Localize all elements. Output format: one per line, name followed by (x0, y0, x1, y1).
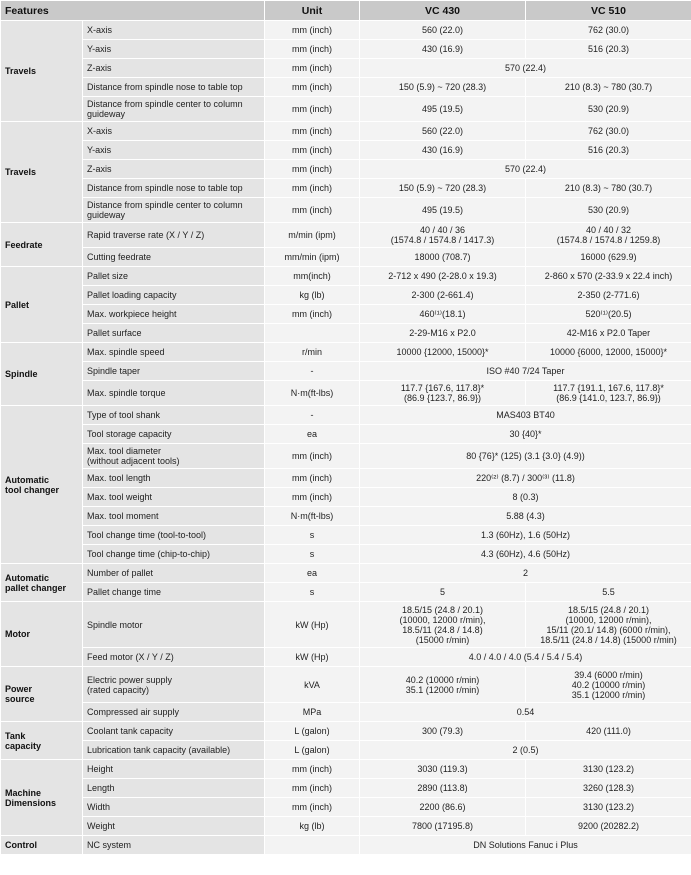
table-row (1, 406, 691, 425)
table-row (1, 223, 691, 248)
unit-cell: m/min (ipm) (265, 223, 360, 248)
category-cell: Feedrate (1, 223, 83, 267)
feature-cell: Tool storage capacity (83, 425, 265, 444)
category-cell: Travels (1, 122, 83, 223)
table-row (1, 507, 691, 526)
value-cell-vc510: 762 (30.0) (526, 21, 691, 40)
value-cell-vc430: 430 (16.9) (360, 141, 526, 160)
table-row (1, 722, 691, 741)
feature-cell: Pallet surface (83, 324, 265, 343)
feature-cell: Y-axis (83, 40, 265, 59)
table-row (1, 198, 691, 223)
unit-cell: L (galon) (265, 722, 360, 741)
table-row (1, 97, 691, 122)
value-cell-vc510: 42-M16 x P2.0 Taper (526, 324, 691, 343)
header-features: Features (1, 1, 265, 21)
unit-cell: mm/min (ipm) (265, 248, 360, 267)
category-cell: Tank capacity (1, 722, 83, 760)
value-cell-vc430: 7800 (17195.8) (360, 817, 526, 836)
table-row (1, 381, 691, 406)
table-row (1, 760, 691, 779)
feature-cell: Number of pallet (83, 564, 265, 583)
unit-cell: mm (inch) (265, 97, 360, 122)
category-cell: Motor (1, 602, 83, 667)
unit-cell: mm (inch) (265, 760, 360, 779)
table-row (1, 667, 691, 703)
table-row (1, 488, 691, 507)
value-cell-vc430: 18000 (708.7) (360, 248, 526, 267)
value-cell-shared: 570 (22.4) (360, 59, 691, 78)
unit-cell: kW (Hp) (265, 648, 360, 667)
feature-cell: Pallet loading capacity (83, 286, 265, 305)
unit-cell: mm (inch) (265, 21, 360, 40)
value-cell-shared: 30 {40}* (360, 425, 691, 444)
table-row (1, 798, 691, 817)
unit-cell: kg (lb) (265, 286, 360, 305)
feature-cell: Pallet change time (83, 583, 265, 602)
unit-cell: N·m(ft-lbs) (265, 507, 360, 526)
unit-cell: mm (inch) (265, 59, 360, 78)
unit-cell: mm (inch) (265, 444, 360, 469)
value-cell-shared: 8 (0.3) (360, 488, 691, 507)
feature-cell: Pallet size (83, 267, 265, 286)
category-cell: Machine Dimensions (1, 760, 83, 836)
value-cell-vc510: 10000 {6000, 12000, 15000}* (526, 343, 691, 362)
unit-cell (265, 836, 360, 855)
unit-cell: s (265, 583, 360, 602)
value-cell-vc430: 560 (22.0) (360, 21, 526, 40)
value-cell-vc430: 3030 (119.3) (360, 760, 526, 779)
value-cell-shared: MAS403 BT40 (360, 406, 691, 425)
feature-cell: Max. tool moment (83, 507, 265, 526)
table-row (1, 141, 691, 160)
unit-cell: mm (inch) (265, 160, 360, 179)
unit-cell: mm (inch) (265, 179, 360, 198)
table-row (1, 267, 691, 286)
unit-cell: mm (inch) (265, 469, 360, 488)
feature-cell: Max. tool diameter (without adjacent tools) (83, 444, 265, 469)
table-row (1, 78, 691, 97)
unit-cell: mm (inch) (265, 488, 360, 507)
value-cell-shared: 570 (22.4) (360, 160, 691, 179)
feature-cell: Rapid traverse rate (X / Y / Z) (83, 223, 265, 248)
table-row (1, 59, 691, 78)
feature-cell: Coolant tank capacity (83, 722, 265, 741)
value-cell-vc430: 430 (16.9) (360, 40, 526, 59)
unit-cell: mm(inch) (265, 267, 360, 286)
feature-cell: Length (83, 779, 265, 798)
value-cell-shared: 2 (360, 564, 691, 583)
category-cell: Automatic pallet changer (1, 564, 83, 602)
value-cell-vc430: 300 (79.3) (360, 722, 526, 741)
unit-cell: mm (inch) (265, 40, 360, 59)
unit-cell: L (galon) (265, 741, 360, 760)
feature-cell: Weight (83, 817, 265, 836)
feature-cell: Electric power supply (rated capacity) (83, 667, 265, 703)
unit-cell: ea (265, 425, 360, 444)
unit-cell: mm (inch) (265, 305, 360, 324)
table-row (1, 817, 691, 836)
value-cell-vc510: 40 / 40 / 32 (1574.8 / 1574.8 / 1259.8) (526, 223, 691, 248)
value-cell-shared: 220⁽²⁾ (8.7) / 300⁽³⁾ (11.8) (360, 469, 691, 488)
table-row (1, 362, 691, 381)
feature-cell: Lubrication tank capacity (available) (83, 741, 265, 760)
category-cell: Travels (1, 21, 83, 122)
value-cell-shared: 0.54 (360, 703, 691, 722)
value-cell-shared: 2 (0.5) (360, 741, 691, 760)
table-row (1, 469, 691, 488)
value-cell-vc430: 460⁽¹⁾(18.1) (360, 305, 526, 324)
unit-cell: mm (inch) (265, 78, 360, 97)
feature-cell: Max. workpiece height (83, 305, 265, 324)
value-cell-vc430: 495 (19.5) (360, 97, 526, 122)
feature-cell: Y-axis (83, 141, 265, 160)
value-cell-vc430: 2-712 x 490 (2-28.0 x 19.3) (360, 267, 526, 286)
value-cell-vc430: 18.5/15 (24.8 / 20.1) (10000, 12000 r/min), 18.5/11 (24.8 / 14.8) (15000 r/min) (360, 602, 526, 648)
value-cell-vc430: 2-300 (2-661.4) (360, 286, 526, 305)
table-row (1, 545, 691, 564)
feature-cell: Max. tool length (83, 469, 265, 488)
value-cell-vc510: 18.5/15 (24.8 / 20.1) (10000, 12000 r/min), 15/11 (20.1/ 14.8) (6000 r/min), 18.5/11 (24.8 / 14.8) (15000 r/min) (526, 602, 691, 648)
header-model-a: VC 430 (360, 1, 526, 21)
table-row (1, 343, 691, 362)
feature-cell: Tool change time (chip-to-chip) (83, 545, 265, 564)
feature-cell: Max. tool weight (83, 488, 265, 507)
value-cell-vc510: 3130 (123.2) (526, 798, 691, 817)
feature-cell: Width (83, 798, 265, 817)
table-row (1, 444, 691, 469)
value-cell-shared: 4.0 / 4.0 / 4.0 (5.4 / 5.4 / 5.4) (360, 648, 691, 667)
feature-cell: NC system (83, 836, 265, 855)
unit-cell: N·m(ft-lbs) (265, 381, 360, 406)
table-row (1, 779, 691, 798)
feature-cell: Type of tool shank (83, 406, 265, 425)
value-cell-vc510: 530 (20.9) (526, 198, 691, 223)
feature-cell: Cutting feedrate (83, 248, 265, 267)
value-cell-vc510: 3130 (123.2) (526, 760, 691, 779)
value-cell-vc430: 150 (5.9) ~ 720 (28.3) (360, 179, 526, 198)
unit-cell: mm (inch) (265, 122, 360, 141)
unit-cell (265, 324, 360, 343)
unit-cell: mm (inch) (265, 779, 360, 798)
value-cell-vc510: 516 (20.3) (526, 40, 691, 59)
value-cell-vc510: 420 (111.0) (526, 722, 691, 741)
unit-cell: - (265, 406, 360, 425)
category-cell: Control (1, 836, 83, 855)
table-row (1, 583, 691, 602)
table-row (1, 21, 691, 40)
value-cell-vc510: 16000 (629.9) (526, 248, 691, 267)
value-cell-vc430: 10000 {12000, 15000}* (360, 343, 526, 362)
header-row (1, 1, 691, 21)
unit-cell: s (265, 526, 360, 545)
value-cell-vc510: 762 (30.0) (526, 122, 691, 141)
value-cell-vc430: 5 (360, 583, 526, 602)
value-cell-vc510: 210 (8.3) ~ 780 (30.7) (526, 78, 691, 97)
feature-cell: Feed motor (X / Y / Z) (83, 648, 265, 667)
unit-cell: mm (inch) (265, 141, 360, 160)
value-cell-vc430: 40.2 (10000 r/min) 35.1 (12000 r/min) (360, 667, 526, 703)
table-row (1, 179, 691, 198)
unit-cell: mm (inch) (265, 198, 360, 223)
feature-cell: Max. spindle speed (83, 343, 265, 362)
unit-cell: - (265, 362, 360, 381)
value-cell-shared: 1.3 (60Hz), 1.6 (50Hz) (360, 526, 691, 545)
feature-cell: Z-axis (83, 160, 265, 179)
unit-cell: MPa (265, 703, 360, 722)
value-cell-vc430: 40 / 40 / 36 (1574.8 / 1574.8 / 1417.3) (360, 223, 526, 248)
unit-cell: mm (inch) (265, 798, 360, 817)
value-cell-vc510: 530 (20.9) (526, 97, 691, 122)
category-cell: Automatic tool changer (1, 406, 83, 564)
table-row (1, 160, 691, 179)
feature-cell: Distance from spindle center to column guideway (83, 198, 265, 223)
feature-cell: X-axis (83, 21, 265, 40)
feature-cell: Compressed air supply (83, 703, 265, 722)
value-cell-shared: 80 {76}* (125) (3.1 {3.0} (4.9)) (360, 444, 691, 469)
unit-cell: kg (lb) (265, 817, 360, 836)
value-cell-vc510: 9200 (20282.2) (526, 817, 691, 836)
value-cell-vc510: 39.4 (6000 r/min) 40.2 (10000 r/min) 35.1 (12000 r/min) (526, 667, 691, 703)
table-row (1, 122, 691, 141)
feature-cell: Tool change time (tool-to-tool) (83, 526, 265, 545)
spec-body (1, 21, 691, 855)
unit-cell: r/min (265, 343, 360, 362)
table-row (1, 305, 691, 324)
value-cell-vc510: 5.5 (526, 583, 691, 602)
value-cell-vc510: 516 (20.3) (526, 141, 691, 160)
table-row (1, 286, 691, 305)
header-model-b: VC 510 (526, 1, 691, 21)
value-cell-vc430: 495 (19.5) (360, 198, 526, 223)
feature-cell: Z-axis (83, 59, 265, 78)
value-cell-shared: 4.3 (60Hz), 4.6 (50Hz) (360, 545, 691, 564)
value-cell-vc430: 150 (5.9) ~ 720 (28.3) (360, 78, 526, 97)
value-cell-shared: 5.88 (4.3) (360, 507, 691, 526)
feature-cell: X-axis (83, 122, 265, 141)
unit-cell: s (265, 545, 360, 564)
feature-cell: Spindle motor (83, 602, 265, 648)
table-row (1, 526, 691, 545)
table-row (1, 836, 691, 855)
category-cell: Power source (1, 667, 83, 722)
unit-cell: kW (Hp) (265, 602, 360, 648)
header-unit: Unit (265, 1, 360, 21)
value-cell-vc510: 2-350 (2-771.6) (526, 286, 691, 305)
value-cell-vc510: 210 (8.3) ~ 780 (30.7) (526, 179, 691, 198)
feature-cell: Spindle taper (83, 362, 265, 381)
value-cell-vc430: 117.7 {167.6, 117.8}* (86.9 {123.7, 86.9}) (360, 381, 526, 406)
value-cell-vc510: 520⁽¹⁾(20.5) (526, 305, 691, 324)
value-cell-vc430: 560 (22.0) (360, 122, 526, 141)
value-cell-vc430: 2890 (113.8) (360, 779, 526, 798)
feature-cell: Distance from spindle center to column guideway (83, 97, 265, 122)
feature-cell: Distance from spindle nose to table top (83, 78, 265, 97)
value-cell-shared: DN Solutions Fanuc i Plus (360, 836, 691, 855)
value-cell-vc430: 2-29-M16 x P2.0 (360, 324, 526, 343)
table-row (1, 602, 691, 648)
feature-cell: Height (83, 760, 265, 779)
category-cell: Pallet (1, 267, 83, 343)
table-row (1, 324, 691, 343)
table-row (1, 703, 691, 722)
feature-cell: Max. spindle torque (83, 381, 265, 406)
value-cell-vc510: 117.7 {191.1, 167.6, 117.8}* (86.9 {141.0, 123.7, 86.9}) (526, 381, 691, 406)
feature-cell: Distance from spindle nose to table top (83, 179, 265, 198)
unit-cell: kVA (265, 667, 360, 703)
table-row (1, 248, 691, 267)
unit-cell: ea (265, 564, 360, 583)
table-row (1, 648, 691, 667)
value-cell-vc510: 3260 (128.3) (526, 779, 691, 798)
table-row (1, 40, 691, 59)
table-row (1, 741, 691, 760)
category-cell: Spindle (1, 343, 83, 406)
table-row (1, 425, 691, 444)
table-row (1, 564, 691, 583)
value-cell-shared: ISO #40 7/24 Taper (360, 362, 691, 381)
value-cell-vc510: 2-860 x 570 (2-33.9 x 22.4 inch) (526, 267, 691, 286)
value-cell-vc430: 2200 (86.6) (360, 798, 526, 817)
